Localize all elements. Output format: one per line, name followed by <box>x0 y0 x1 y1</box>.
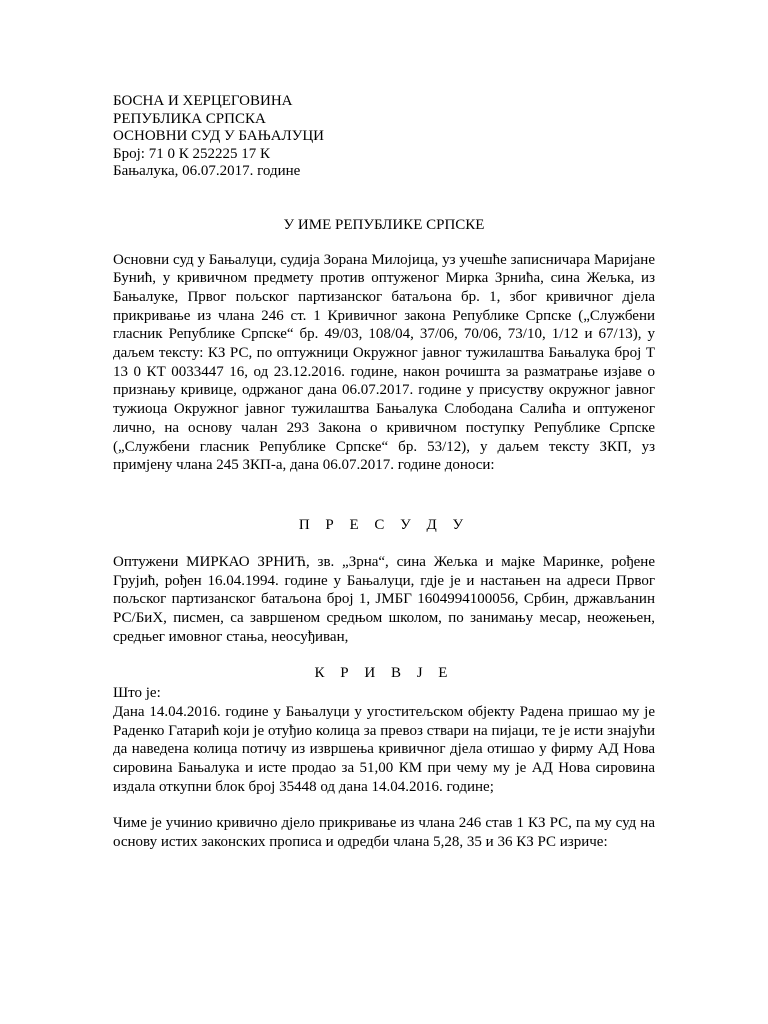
place-and-date: Бањалука, 06.07.2017. године <box>113 163 301 179</box>
guilty-heading: К Р И В Ј Е <box>314 665 454 682</box>
accused-paragraph: Оптужени МИРКАО ЗРНИЋ, зв. „Зрна“, сина Жељка и мајке Маринке, рођене Грујић, рођен 16.04.1994. године у Бањалуци, гдје је и настањен на адреси Првог пољског партизанског батаљона број 1, ЈМБГ 1604994100056, Србин, држављанин РС/БиХ, писмен, са завршеном средњом школом, по занимању месар, неожењен, средњег имовног стања, неосуђиван, <box>113 553 655 645</box>
document-title: У ИМЕ РЕПУБЛИКЕ СРПСКЕ <box>283 216 485 233</box>
conclusion-paragraph: Чиме је учинио кривично дјело прикривање из члана 246 став 1 КЗ РС, па му суд на основу истих законских прописа и одредби члана 5,28, 35 и 36 КЗ РС изриче: <box>113 815 655 851</box>
case-number: Број: 71 0 К 252225 17 К <box>113 145 270 162</box>
intro-paragraph: Основни суд у Бањалуци, судија Зорана Милојица, уз учешће записничара Маријане Бунић, у кривичном предмету против оптуженог Мирка Зрнића, сина Жељка, из Бањалуке, Првог пољског партизанског батаљона бр. 1, због кривичног дјела прикривање из члана 246 ст. 1 Кривичног закона Републике Српске („Службени гласник Републике Српске“ бр. 49/03, 108/04, 37/06, 70/06, 73/10, 1/12 и 67/13), у даљем тексту: КЗ РС, по оптужници Окружног јавног тужилаштва Бањалука број Т 13 0 КТ 0033447 16, од 23.12.2016. године, након рочишта за разматрање изјаве о признању кривице, одржаног дана 06.07.2017. године у присуству окружног јавног тужиоца Окружног јавног тужилаштва Бањалука Слободана Салића и оптуженог лично, на основу чалан 293 Закона о кривичном поступку Републике Српске („Службени гласник Републике Српске“ бр. 53/12), у даљем тексту ЗКП, уз примјену члана 245 ЗКП-а, дана 06.07.2017. године доноси: <box>113 251 655 474</box>
court-header <box>113 93 655 181</box>
document-page <box>113 93 655 852</box>
verdict-heading: П Р Е С У Д У <box>298 516 470 533</box>
court-name: ОСНОВНИ СУД У БАЊАЛУЦИ <box>113 128 324 144</box>
entity-name: РЕПУБЛИКА СРПСКА <box>113 110 266 127</box>
country-name: БОСНА И ХЕРЦЕГОВИНА <box>113 93 293 109</box>
what-label: Што је: <box>113 685 161 702</box>
facts-paragraph: Дана 14.04.2016. године у Бањалуци у угоститељском објекту Радена пришао му је Раденко Гатарић који је отуђио колица за превоз ствари на пијаци, те је исти знајући да наведена колица потичу из извршења кривичног дјела отишао у фирму АД Нова сировина Бањалука и исте продао за 51,00 КМ при чему му је АД Нова сировина издала откупни блок број 35448 од дана 14.04.2016. године; <box>113 703 655 795</box>
